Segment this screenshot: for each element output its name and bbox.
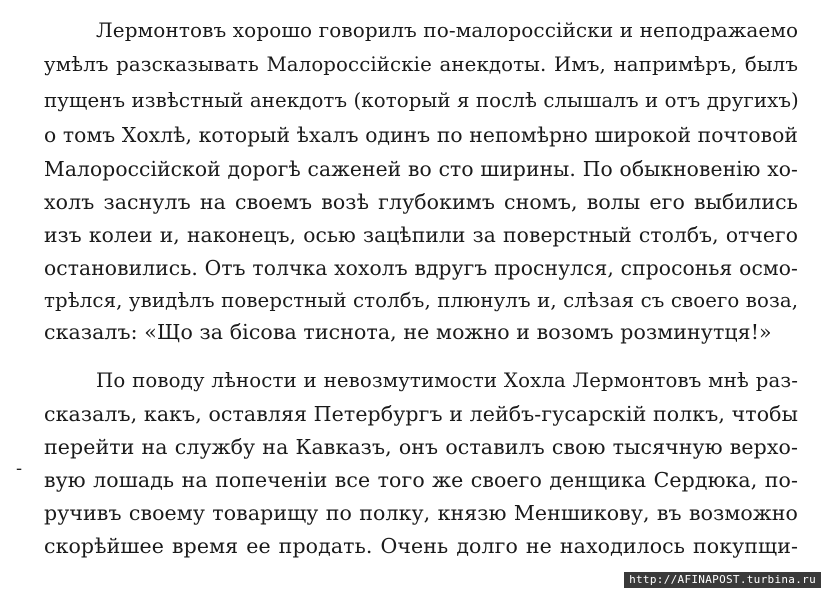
text-line: ручивъ своему товарищу по полку, князю Меншикову, въ возможно xyxy=(44,501,798,525)
text-line: умѣлъ разсказывать Малороссійскіе анекдоты. Имъ, напримѣръ, былъ xyxy=(44,53,798,76)
text-line: пущенъ извѣстный анекдотъ (который я послѣ слышалъ и отъ другихъ) xyxy=(44,89,799,112)
text-line: вую лошадь на попеченіи все того же своего денщика Сердюка, по- xyxy=(44,468,798,492)
text-line: трѣлся, увидѣлъ поверстный столбъ, плюнулъ и, слѣзая съ своего воза, xyxy=(44,289,799,312)
text-line: остановились. Отъ толчка хохолъ вдругъ проснулся, спросонья осмо- xyxy=(44,256,798,280)
margin-mark: - xyxy=(16,458,23,479)
text-line: сказалъ: «Що за бісова тиснота, не можно и возомъ розминутця!» xyxy=(44,320,772,344)
text-line: холъ заснулъ на своемъ возѣ глубокимъ сномъ, волы его выбились xyxy=(44,190,798,214)
text-line: перейти на службу на Кавказъ, онъ оставилъ свою тысячную верхо- xyxy=(44,435,798,459)
text-line: о томъ Хохлѣ, который ѣхалъ одинъ по непомѣрно широкой почтовой xyxy=(44,123,798,147)
text-line: скорѣйшее время ее продать. Очень долго не находилось покупщи- xyxy=(44,534,798,558)
text-line: По поводу лѣности и невозмутимости Хохла Лермонтовъ мнѣ раз- xyxy=(96,369,798,392)
watermark: http://AFINAPOST.turbina.ru xyxy=(624,572,821,588)
text-line: Лермонтовъ хорошо говорилъ по-малороссійски и неподражаемо xyxy=(96,18,799,42)
text-line: Малороссійской дорогѣ саженей во сто ширины. По обыкновенію хо- xyxy=(44,157,798,181)
text-line: изъ колеи и, наконецъ, осью зацѣпили за поверстный столбъ, отчего xyxy=(44,223,798,247)
text-line: сказалъ, какъ, оставляя Петербургъ и лейбъ-гусарскій полкъ, чтобы xyxy=(44,402,798,426)
